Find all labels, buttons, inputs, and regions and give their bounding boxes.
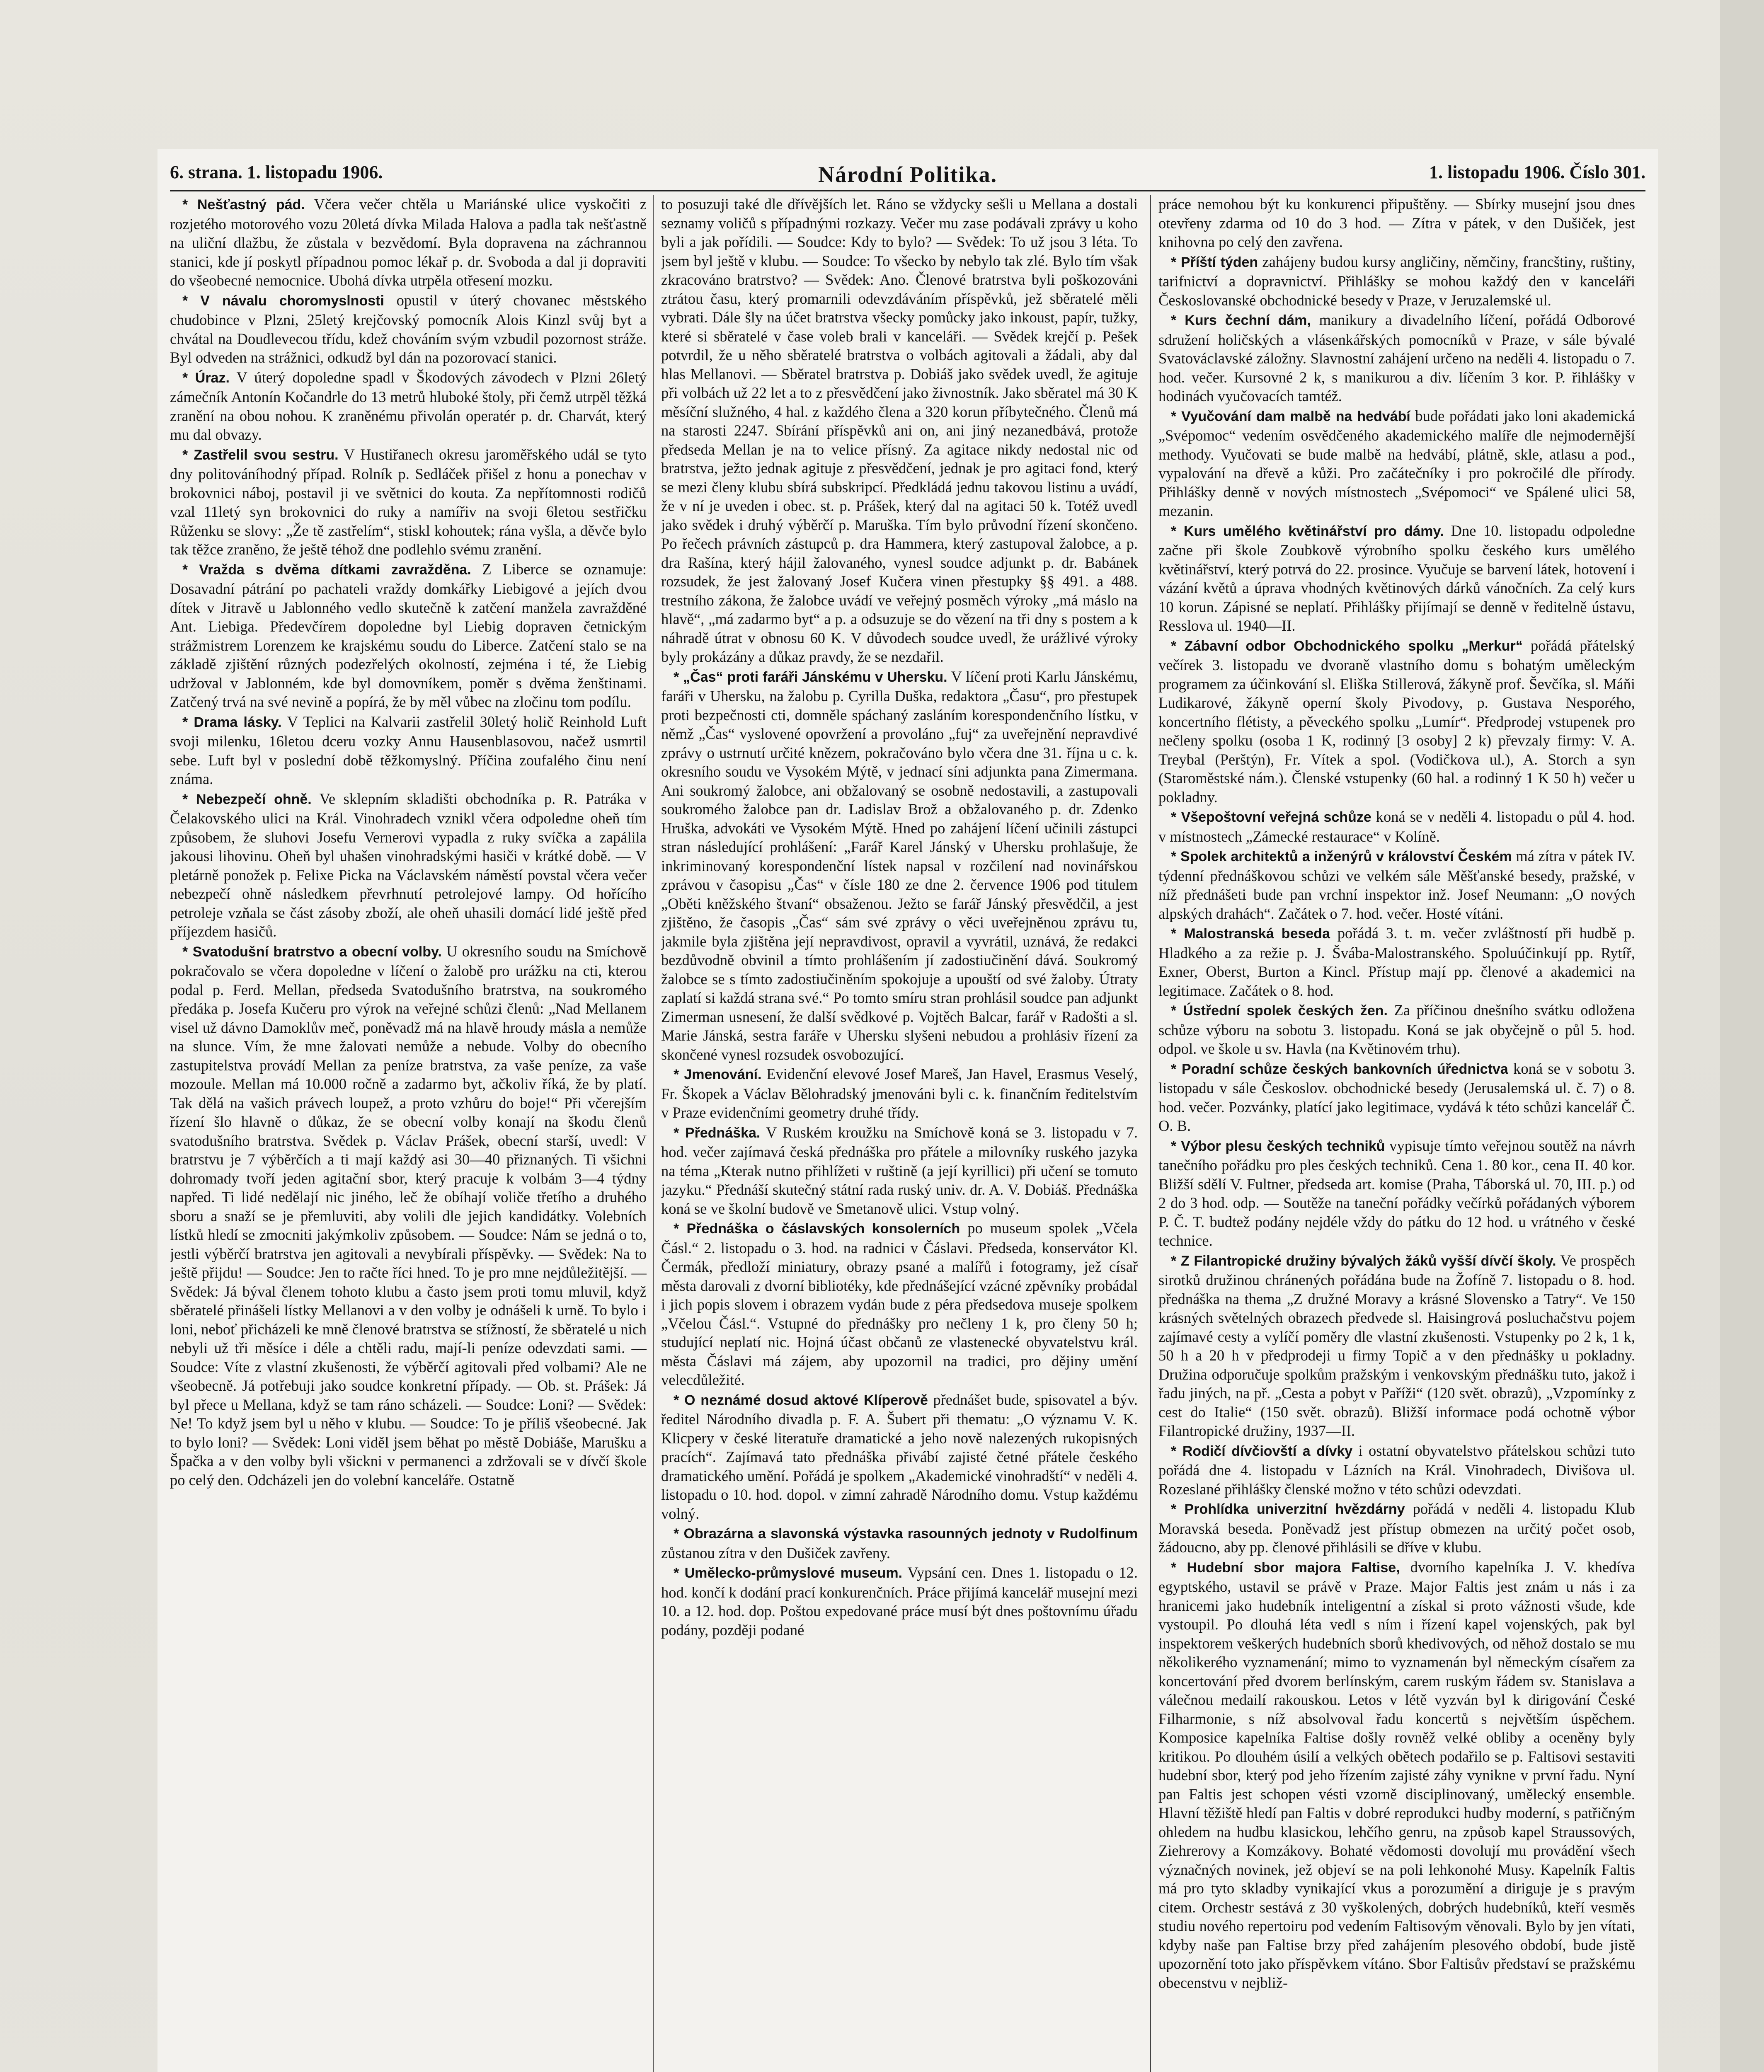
article-text: Z Liberce se oznamuje: Dosavadní pátrání po pachateli vraždy domkářky Liebigové a jejích dvou dítek v Jitravě u Jablonného vedlo skutečně k zatčení manžela zavražděné Ant. Liebiga. Předevčírem dopoledne byl Liebig dopraven četnickým strážmistrem Lorenzem ke krajskému soudu do Liberce. Zatčení stalo se na základě zjištění různých podezřelých okolností, zejména i té, že Liebig udržoval v Jablonném, kde byl domovníkem, poměr s dvěma ženštinami. Zatčený trvá na své nevině a popírá, že by měl vůbec na zločinu tom podílu. xyxy=(170,560,647,710)
article-heading: * Vražda s dvěma dítkami zavražděna. xyxy=(182,562,471,578)
header-issue-right: 1. listopadu 1906. Číslo 301. xyxy=(1429,162,1645,182)
column-divider xyxy=(1150,195,1151,2072)
scan-margin xyxy=(1720,0,1764,2072)
article-heading: * Z Filantropické družiny bývalých žáků vyšší dívčí školy. xyxy=(1171,1253,1556,1269)
article-heading: * Nebezpečí ohně. xyxy=(182,791,312,807)
article-text: V Hustiřanech okresu jaroměřského udál se tyto dny politováníhodný případ. Rolník p. Sedláček přišel z honu a ponechav v brokovnici náboj, postavil ji ve světnici do kouta. Za nepřítomnosti rodičů vzal 11letý syn brokovnici do ruky a namířiv na svoji 6letou sestřičku Růženku se slovy: „Že tě zastřelím“, stiskl kohoutek; rána vyšla, a děvče bylo tak těžce zraněno, že ještě téhož dne podlehlo svému zranění. xyxy=(170,445,647,558)
article xyxy=(1158,1001,1635,1058)
article-text: Ve sklepním skladišti obchodníka p. R. Patráka v Čelakovského ulici na Král. Vinohradech vznikl včera odpoledne oheň tím způsobem, že sluhovi Josefu Vernerovi vypadla z ruky svíčka a zapálila jakousi lihovinu. Oheň byl uhašen vinohradskými hasiči v krátké době. — V pletárně ponožek p. Felixe Picka na Václavském náměstí povstal včera večer nebezpečí ohně následkem převrhnutí petrolejové lampy. Od hořícího petroleje vzňala se část zásoby zboží, ale oheň uhasili domácí lidé ještě před příjezdem hasičů. xyxy=(170,790,647,940)
article-heading: * Drama lásky. xyxy=(182,714,282,730)
article xyxy=(1158,1059,1635,1135)
article xyxy=(170,942,647,1490)
article-text: přednášet bude, spisovatel a býv. ředitel Národního divadla p. F. A. Šubert při thematu: „O významu V. K. Klicpery v české literatuře dramatické a jeho nově nalezených rukopisných pracích“. Zajímavá tato přednáška přivábí zajisté četné přátele českého dramatického umění. Pořádá je spolkem „Akademické vinohradští“ v neděli 4. listopadu o 10. hod. dopol. v zimní zahradě Národního domu. Vstup každému volný. xyxy=(661,1391,1138,1522)
article-heading: * Poradní schůze českých bankovních úřednictva xyxy=(1171,1061,1508,1077)
article-heading: * Výbor plesu českých techniků xyxy=(1171,1138,1385,1154)
article xyxy=(1158,1136,1635,1250)
article-heading: * O neznámé dosud aktové Klíperově xyxy=(674,1392,928,1408)
article-heading: * Spolek architektů a inženýrů v království Českém xyxy=(1171,849,1512,864)
article xyxy=(1158,252,1635,310)
column-1 xyxy=(170,195,647,2072)
article xyxy=(1158,636,1635,807)
article-text: U okresního soudu na Smíchově pokračovalo se včera dopoledne v líčení o žalobě pro urážku na cti, kterou podal p. Ferd. Mellan, předseda Svatodušního bratrstva, na soukromého předáka p. Josefa Kučeru pro výrok na veřejné schůzi členů: „Nad Mellanem visel už dávno Damoklův meč, poněvadž má na hlavě hroudy másla a nemůže na slunce. Vím, že mne žalovati nemůže a nebude. Volby do obecního zastupitelstva provádí Mellan za peníze bratrstva, za vaše peníze, za vaše mozoule. Mellan má 10.000 ročně a zadarmo byt, ačkoliv říká, že by platí. Tak dělá na vašich právech loupež, a proto vzhůru do boje!“ Při včerejším řízení šlo hlavně o důkaz, že se obecní volby konají na škodu členů svatodušního bratrstva. Svědek p. Václav Prášek, obecní starší, uvedl: V bratrstvu je 7 výběrčích a ti mají každý asi 30—40 přiznaných. Ti všichni dohromady tvoří jeden agitační sbor, který pracuje k volbám 3—4 týdny napřed. Ti lidé nedělají nic jiného, leč že obíhají voliče třetího a druhého sboru a snaží se je přemluviti, aby volili dle jejich kandidátky. Volebních lístků hledí se zmocniti jakýmkoliv způsobem. — Soudce: Nám se jedná o to, jestli výběrčí bratrstva jen agitovali a nevybírali příspěvky. — Svědek: Na to ještě přijdu! — Soudce: Jen to račte říci hned. To je pro mne nejdůležitější. — Svědek: Já býval členem tohoto klubu a často jsem proti tomu mluvil, když sběratelé přinášeli lístky Mellanovi a v den volby je odnášeli k urně. To bylo i loni, neboť přicházeli ke mně členové bratrstva se stížností, že sběratelé u nich nebyli už tři měsíce i déle a chtěli radu, mají-li peníze odevzdati sami. — Soudce: Víte z vlastní zkušenosti, že výběrčí agitovali před volbami? Ale ne všeobecně. Já potřebuji jako soudce konkretní případy. — Ob. st. Prášek: Já byl přece u Mellana, když se tam ráno scházeli. — Soudce: Loni? — Svědek: Ne! To když jsem byl u něho v klubu. — Soudce: To je příliš všeobecné. Jak to bylo loni? — Svědek: Loni viděl jsem běhat po městě Dobiáše, Marušku a Špačka a v den volby byli všickni v permanenci a zdržovali se v dívčí škole po celý den. Odcházeli jen do volební kanceláře. Ostatně xyxy=(170,942,647,1489)
article-text: opustil v úterý chovanec městského chudobince v Plzni, 25letý krejčovský pomocník Alois Kinzl svůj byt a chvátal na Doudlevecou třídu, kdež chováním svým vzbudil pozornost stráže. Byl odveden na strážnici, odkudž byl dán na pozorovací stanici. xyxy=(170,291,647,366)
article xyxy=(1158,924,1635,1000)
column-3 xyxy=(1158,195,1635,2072)
article-text: Vypsání cen. Dnes 1. listopadu o 12. hod. končí k dodání prací konkurenčních. Práce přijímá kancelář musejní mezi 10. a 12. hod. dop. Poštou expedované práce musí být dnes poštovnímu úřadu podány, později podané xyxy=(661,1564,1138,1639)
article-text: zůstanou zítra v den Dušiček zavřeny. xyxy=(661,1544,891,1561)
article xyxy=(170,445,647,559)
article-text: má zítra v pátek IV. týdenní přednáškovou schůzi ve velkém sále Měšťanské besedy, pražské, v níž přednášeti bude pan vrchní inspektor inž. Josef Neumann: „O nových alpských drahách“. Začátek o 7. hod. večer. Hosté vítáni. xyxy=(1158,847,1635,922)
article xyxy=(1158,1251,1635,1440)
article-heading: * Zastřelil svou sestru. xyxy=(182,447,339,463)
article-text: manikury a divadelního líčení, pořádá Odborové sdružení holičských a vlásenkářských pomocníků v Praze, v sále bývalé Svatováclavské záložny. Slavnostní zahájení určeno na neděli 4. listopadu o 7. hod. večer. Kursovné 2 k, s manikurou a div. líčením 3 kor. P. řihlášky v hodinách vyučovacích tamtéž. xyxy=(1158,311,1635,404)
article-text: po museum spolek „Včela Čásl.“ 2. listopadu o 3. hod. na radnici v Čáslavi. Předseda, konservátor Kl. Čermák, předloží miniatury, obrazy psané a malířů i fotogramy, jež císař města darovali z dvorní bibliotéky, kde přednášející vzácné zpěvníky probádal i jich popis slovem i obrazem vydán bude z péra předsedova museje spolkem „Včelou Čásl.“. Vstupné do přednášky pro nečleny 1 k, pro členy 50 h; studující neplatí nic. Hojná účast občanů ze vlastenecké obyvatelstvu král. města Čáslavi má zájem, aby upozornil na tradici, pro dějiny umění velecdůležité. xyxy=(661,1220,1138,1388)
article xyxy=(661,1563,1138,1639)
article-heading: * Úraz. xyxy=(182,370,230,386)
column-2 xyxy=(661,195,1138,2072)
header-date-left: 6. strana. 1. listopadu 1906. xyxy=(170,162,383,182)
article-text: pořádá v neděli 4. listopadu Klub Moravská beseda. Poněvadž jest přístup obmezen na určitý počet osob, žádoucno, aby pp. členové přihlásili se dříve v klubu. xyxy=(1158,1500,1635,1556)
article-text: práce nemohou být ku konkurenci připuštěny. — Sbírky musejní jsou dnes otevřeny zdarma od 10 do 3 hod. — Zítra v pátek, v den Dušiček, jest knihovna po celý den zavřena. xyxy=(1158,196,1635,250)
article-text: pořádá 3. t. m. večer zvláštností při hudbě p. Hladkého a za režie p. J. Švába-Malostranského. Spoluúčinkují pp. Rytíř, Exner, Oberst, Burton a Kincl. Přístup mají pp. členové a akademici na legitimace. Začátek o 8. hod. xyxy=(1158,925,1635,999)
article xyxy=(1158,195,1635,252)
article-heading: * Umělecko-průmyslové museum. xyxy=(674,1565,902,1581)
article xyxy=(170,195,647,290)
article-heading: * Zábavní odbor Obchodnického spolku „Merkur“ xyxy=(1171,638,1523,654)
article xyxy=(170,291,647,367)
article-heading: * V návalu choromyslnosti xyxy=(182,293,384,309)
article-text: to posuzuji také dle dřívějších let. Ráno se vždycky sešli u Mellana a dostali seznamy voličů s případnými rozkazy. Večer mu zase podávali zprávy u koho byli a jak pořídili. — Soudce: Kdy to bylo? — Svědek: To už jsou 3 léta. To jsem byl ještě v klubu. — Soudce: To všecko by nebylo tak zlé. Bylo tím však zkracováno bratrstvo? — Svědek: Ano. Členové bratrstva byli poškozováni ztrátou času, který promarnili odevzdáváním příspěvků, jež sběratelé měli vybrati. Dále šly na účet bratrstva všecky pomůcky jako inkoust, papír, tužky, které si sběratelé v čase voleb brali v kanceláři. — Svědek krejčí p. Pešek potvrdil, že u něho sběratelé bratrstva o volbách agitovali a žádali, aby dal hlas Mellanovi. — Sběratel bratrstva p. Dobiáš jako svědek uvedl, že agituje při volbách už 22 let a to z přesvědčení jako živnostník. Jako sběratel má 30 K měsíční služného, 4 hal. z každého člena a 320 korun příbytečného. Členů má na starosti 2247. Sbírání příspěvků ani on, ani jiný nezanedbává, protože předseda Mellan je na to velice přísný. Za agitace nikdy nedostal nic od bratrstva, ježto jednak agituje z přesvědčení, jednak je pro agitaci fond, který se mezi členy klubu sbírá subskripcí. Předkládá jednu takovou listinu a uvádí, že v ní je uveden i obec. st. p. Prášek, který dal na agitaci 50 k. Totéž uvedl jako svědek i druhý výběrčí p. Maruška. Tím bylo průvodní řízení skončeno. Po řečech právních zástupců p. dra Hammera, který zastupoval žalobce, a p. dra Rašína, který hájil žalovaného, vynesl soudce adjunkt p. dr. Babánek rozsudek, že jest žalovaný Josef Kučera vinen přestupky §§ 491. a 488. trestního zákona, že žalobce uvádí ve veřejný posměch výroky „má máslo na hlavě“, „má zadarmo byt“ a p. a odsuzuje se do vězení na tři dny s postem a k náhradě útrat v obnosu 60 K. V důvodech soudce uvedl, že urážlivé výroky byly prokázány a důkaz pravdy, že se nezdařil. xyxy=(661,196,1138,665)
article-heading: * Všepoštovní veřejná schůze xyxy=(1171,809,1371,825)
page-header xyxy=(170,162,1645,191)
article xyxy=(661,1219,1138,1389)
article-heading: * Prohlídka univerzitní hvězdárny xyxy=(1171,1501,1405,1517)
article xyxy=(1158,1499,1635,1557)
article xyxy=(1158,521,1635,635)
article-heading: * Přednáška o čáslavských konsolerních xyxy=(674,1221,960,1237)
article-text: zahájeny budou kursy angličiny, němčiny, francštiny, ruštiny, tarifnictví a dopravnictví. Přihlášky se mohou každý den v kanceláři Českoslovanské obchodnické besedy v Praze, v Jeruzalemské ul. xyxy=(1158,253,1635,309)
article-heading: * Ústřední spolek českých žen. xyxy=(1171,1003,1388,1019)
article-text: Včera večer chtěla u Mariánské ulice vyskočiti z rozjetého motorového vozu 20letá dívka Milada Halova a padla tak nešťastně na uliční dlažbu, že zůstala v bezvědomí. Byla dopravena na záchrannou stanici, kde jí poskytl případnou pomoc lékař p. dr. Svoboda a dal ji dopraviti do všeobecné nemocnice. Ubohá dívka utrpěla otřesení mozku. xyxy=(170,196,647,289)
article xyxy=(1158,847,1635,923)
article-text: V líčení proti Karlu Jánskému, faráři v Uhersku, na žalobu p. Cyrilla Duška, redaktora „Času“, pro přestupek proti bezpečnosti cti, domněle spáchaný zasláním korespondenčního lístku, v němž „Čas“ vyslovené opovržení a provoláno „fuj“ za uveřejnění nepravdivé zprávy o ustrnutí určité knězem, pokračováno bylo včera dne 31. října u c. k. okresního soudu ve Vysokém Mýtě, v jednací síni adjunkta pana Zimermana. Ani soukromý žalobce, ani obžalovaný se osobně nedostavili, a zastupovali soukromého žalobce pan dr. Ladislav Brož a obžalovaného p. dr. Zdenko Hruška, advokáti ve Vysokém Mýtě. Hned po zahájení líčení učinili zástupci stran následující prohlášení: „Farář Karel Jánský v Uhersku prohlašuje, že inkriminovaný korespondenční lístek napsal v rozčilení nad novinářskou zprávou v časopisu „Čas“ v čísle 180 ze dne 2. července 1906 pod titulem „Oběti kněžského štvaní“ obsaženou. Ježto se farář Jánský přesvědčil, a jest zjištěno, že časopis „Čas“ sám své zprávy o věci uveřejněnou zprávu tu, jakmile byla zjištěna její nepravdivost, opravil a vyvrátil, uznává, že redakci bezdůvodně obvinil a tímto prohlášením jí zadostiučinění dává. Soukromý žalobce se s tímto zadostiučiněním spokojuje a upouští od své žaloby. Útraty zaplatí si každá strana své.“ Po tomto smíru stran prohlásil soudce pan adjunkt Zimerman usnesení, že další svědkové p. Vojtěch Balcar, farář v Radošti a sl. Marie Jánská, sestra faráře v Uhersku slyšeni nebudou a prohlásiv řízení za skončené vynesl rozsudek osvobozující. xyxy=(661,668,1138,1063)
article xyxy=(170,368,647,444)
article-heading: * Malostranská beseda xyxy=(1171,926,1330,942)
article-text: pořádá přátelský večírek 3. listopadu ve dvoraně vlastního domu s bohatým uměleckým programem za účinkování sl. Eliška Stillerová, žákyně prof. Ševčíka, sl. Máňi Ludikarové, žákyně operní školy Pivodovy, p. Gustava Nesporého, koncertního flétisty, a pěveckého spolku „Lumír“. Předprodej vstupenek pro nečleny spolku (osoba 1 K, rodinný [3 osoby] 2 k) převzaly firmy: V. A. Treybal (Perštýn), Fr. Vítek a spol. (Vodičkova ul.), A. Storch a syn (Staroměstské nám.). Členské vstupenky (60 hal. a rodinný 1 K 50 h) večer u pokladny. xyxy=(1158,637,1635,806)
article-heading: * „Čas“ proti faráři Jánskému v Uhersku. xyxy=(674,669,947,685)
article xyxy=(1158,310,1635,406)
article-heading: * Kurs čechní dám, xyxy=(1171,312,1311,328)
article xyxy=(170,789,647,941)
article-heading: * Svatodušní bratrstvo a obecní volby. xyxy=(182,944,442,960)
article-heading: * Nešťastný pád. xyxy=(182,197,305,213)
article-text: bude pořádati jako loni akademická „Svépomoc“ vedením osvědčeného akademického malíře dle nejmodernější methody. Vyučovati se bude malbě na hedvábí, plátně, skle, atlasu a pod., vypalování na dřevě a kůži. Pro začátečníky i pro pokročilé dle přírody. Přihlášky denně v nových místnostech „Svépomoci“ ve Spálené ulici 58, mezanin. xyxy=(1158,407,1635,519)
article xyxy=(661,1123,1138,1218)
article xyxy=(1158,1558,1635,1992)
article-text: i ostatní obyvatelstvo přátelskou schůzi tuto pořádá dne 4. listopadu v Lázních na Král. Vinohradech, Divišova ul. Rozeslané přihlášky členské možno v této schůzi odevzdati. xyxy=(1158,1442,1635,1498)
header-rule xyxy=(170,190,1645,191)
article-text: koná se v neděli 4. listopadu o půl 4. hod. v místnostech „Zámecké restaurace“ v Kolíně. xyxy=(1158,808,1635,845)
article-heading: * Vyučování dam malbě na hedvábí xyxy=(1171,408,1410,424)
article-text: vypisuje tímto veřejnou soutěž na návrh tanečního pořádku pro ples českých techniků. Cena 1. 80 kor., cena II. 40 kor. Bližší sdělí V. Fultner, předseda art. komise (Praha, Táborská ul. 70, III. p.) od 2 do 3 hod. odp. — Soutěže na taneční pořádky večírků pořádaných výborem P. Č. T. budtež podány nejdéle vždy do pátku do 12 hod. u vrátného v české technice. xyxy=(1158,1137,1635,1249)
article-text: Ve prospěch sirotků družinou chránených pořádána bude na Žofíně 7. listopadu o 8. hod. přednáška na thema „Z družné Moravy a krásné Slovensko a Tatry“. Ve 150 krásných světelných obrazech předvede sl. Haisingrová posluchačstvu pojem zajímavé cesty a vylíčí poměry dle vlastní zkušenosti. Vstupenky po 2 k, 1 k, 50 h a 20 h v předprodeji u firmy Topič a v den přednášky u pokladny. Družina odporučuje spolkům pražským i venkovským přednášku tuto, jakož i řadu jiných, na př. „Cesta a pobyt v Paříži“ (120 svět. obrazů), „Vzpomínky z cest do Italie“ (150 svět. obrazů). Bližší informace podá ochotně výbor Filantropické družiny, 1937—II. xyxy=(1158,1251,1635,1439)
article-heading: * Rodičí dívčiovští a dívky xyxy=(1171,1443,1353,1459)
article-text: V úterý dopoledne spadl v Škodových závodech v Plzni 26letý zámečník Antonín Kočandrle do 13 metrů hluboké štoly, při čemž utrpěl těžká zranění na obou nohou. K zraněnému přivolán operatér p. dr. Charvát, který mu dal obvazy. xyxy=(170,368,647,443)
article-text: koná se v sobotu 3. listopadu v sále Českoslov. obchodnické besedy (Jerusalemská ul. č. 7) o 8. hod. večer. Pozvánky, platící jako legitimace, vydává k této schůzi kancelář Č. O. B. xyxy=(1158,1060,1635,1134)
article xyxy=(1158,1441,1635,1499)
article xyxy=(661,1390,1138,1523)
masthead: Národní Politika. xyxy=(818,162,998,187)
article xyxy=(1158,807,1635,846)
article-text: Dne 10. listopadu odpoledne začne při škole Zoubkově výrobního spolku českého kurs umělého květinářství, který potrvá do 22. prosince. Vyučuje se barvení látek, hotovení i vázání květů a úprava vhodných květinových dárků vánočních. Za celý kurs 10 korun. Zápisné se neplatí. Přihlášky přijímají se denně v ředitelně ústavu, Resslova ul. 1940—II. xyxy=(1158,522,1635,634)
column-divider xyxy=(653,195,654,2072)
article-heading: * Kurs umělého květinářství pro dámy. xyxy=(1171,523,1444,539)
article-text: dvorního kapelníka J. V. khedíva egyptského, ustavil se právě v Praze. Major Faltis jest znám u nás i za hranicemi jako hudebník inteligentní a získal si proto vážnosti všude, kde vystoupil. Po dlouhá léta vedl s ním i řízení kapel vojenských, pak byl inspektorem veškerých hudebních sborů khedivových, od něhož dostalo se mu několikerého vyznamenání; mimo to vyznamenán byl německým císařem za koncertování před dvorem berlínským, carem ruským řádem sv. Stanislava a válečnou medailí rakouskou. Letos v létě vyzván byl k dirigování České Filharmonie, s níž absolvoval řadu koncertů s největším úspěchem. Komposice kapelníka Faltise došly rovněž velké obliby a oceněny byly kritikou. Po dlouhém úsilí a velkých obětech podařilo se p. Faltisovi sestaviti hudební sbor, který pod jeho řízením zajisté záhy vynikne v první řadu. Nyní pan Faltis jest schopen vésti vzorně disciplinovaný, umělecký ensemble. Hlavní těžiště hledí pan Faltis v dobré reprodukci hudby moderní, s patřičným ohledem na hudbu klasickou, lehčího genru, na způsob kapel Straussových, Ziehrerovy a Komzákovy. Bohaté vědomosti dovolují mu provádění všech význačných novinek, jež objeví se na poli lehkonohé Musy. Kapelník Faltis má pro tyto skladby vynikající vkus a porozumění a diriguje je s pravým citem. Orchestr sestává z 30 vyškolených, dobrých hudebníků, kteří vesměs studiu nového repertoiru pod vedením Faltisovým věnovali. Bylo by jen vítati, kdyby naše pan Faltise brzy před zahájením plesového období, bude jistě upozornění toto jako příspěvkem vítáno. Sbor Faltisův představí se pražskému obecenstvu v nejbliž- xyxy=(1158,1558,1635,1991)
article-heading: * Přednáška. xyxy=(674,1125,761,1141)
article-text: V Ruském kroužku na Smíchově koná se 3. listopadu v 7. hod. večer zajímavá česká přednáška pro přátele a milovníky ruského jazyka na téma „Kterak nutno přihlížeti v ruštině (a její kyrillici) při učení se tomuto jazyku.“ Přednáší skutečný státní rada ruský univ. dr. A. V. Dobiáš. Přednáška koná se ve školní budově ve Smetanově ulici. Vstup volný. xyxy=(661,1123,1138,1217)
article xyxy=(661,667,1138,1064)
article xyxy=(661,1065,1138,1122)
article-text: Evidenční elevové Josef Mareš, Jan Havel, Erasmus Veselý, Fr. Škopek a Václav Bělohradský jmenováni byli c. k. finančním ředitelstvím v Praze evidenčními geometry druhé třídy. xyxy=(661,1065,1138,1121)
article-heading: * Jmenování. xyxy=(674,1067,762,1082)
article-heading: * Příští týden xyxy=(1171,254,1258,270)
article xyxy=(661,195,1138,666)
article xyxy=(170,712,647,789)
article-heading: * Obrazárna a slavonská výstavka rasounných jednoty v Rudolfinum xyxy=(674,1526,1138,1542)
article-text: V Teplici na Kalvarii zastřelil 30letý holič Reinhold Luft svoji milenku, 16letou dceru vozky Annu Hausenblasovou, načež usmrtil sebe. Luft byl v poslední době těžkomyslný. Příčina zoufalého činu není známa. xyxy=(170,713,647,787)
article-heading: * Hudební sbor majora Faltise, xyxy=(1171,1559,1400,1576)
article-text: Za příčinou dnešního svátku odložena schůze výboru na sobotu 3. listopadu. Koná se jak obyčejně o půl 5. hod. odpol. ve škole u sv. Havla (na Květinovém trhu). xyxy=(1158,1002,1635,1057)
article xyxy=(661,1524,1138,1562)
article xyxy=(1158,407,1635,520)
article xyxy=(170,560,647,712)
